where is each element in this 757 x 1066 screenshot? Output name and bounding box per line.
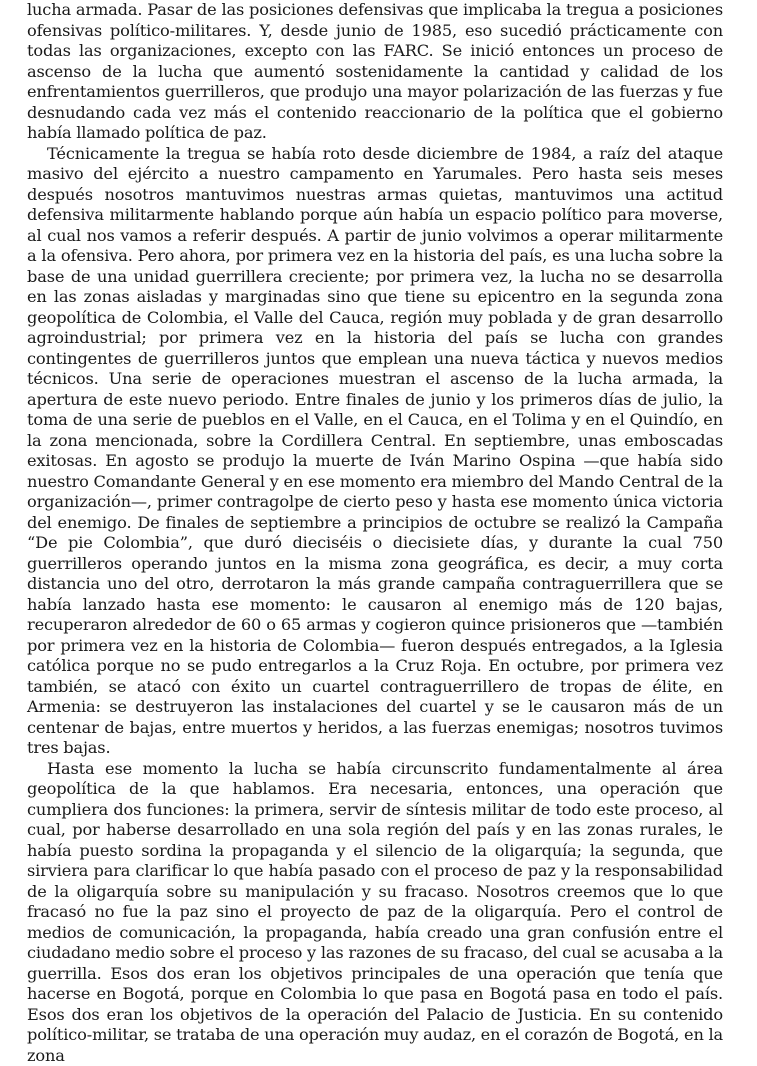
document-page <box>27 0 723 1066</box>
paragraph-armed-struggle-intro: lucha armada. Pasar de las posiciones defensivas que implicaba la tregua a posiciones ofensivas político-militares. Y, desde junio de 1985, eso sucedió prácticamente con todas las organizaciones, excepto con las FARC. Se inició entonces un proceso de ascenso de la lucha que aumentó sostenidamente la cantidad y calidad de los enfrentamientos guerrilleros, que produjo una mayor polarización de las fuerzas y fue desnudando cada vez más el contenido reaccionario de la política que el gobierno había llamado política de paz. <box>27 0 723 144</box>
paragraph-palace-of-justice: Hasta ese momento la lucha se había circunscrito fundamentalmente al área geopolítica de la que hablamos. Era necesaria, entonces, una operación que cumpliera dos funciones: la primera, servir de síntesis militar de todo este proceso, al cual, por haberse desarrollado en una sola región del país y en las zonas rurales, le había puesto sordina la propaganda y el silencio de la oligarquía; la segunda, que sirviera para clarificar lo que había pasado con el proceso de paz y la responsabilidad de la oligarquía sobre su manipulación y su fracaso. Nosotros creemos que lo que fracasó no fue la paz sino el proyecto de paz de la oligarquía. Pero el control de medios de comunicación, la propaganda, había creado una gran confusión entre el ciudadano medio sobre el proceso y las razones de su fracaso, del cual se acusaba a la guerrilla. Esos dos eran los objetivos principales de una operación que tenía que hacerse en Bogotá, porque en Colombia lo que pasa en Bogotá pasa en todo el país. Esos dos eran los objetivos de la operación del Palacio de Justicia. En su contenido político-militar, se trataba de una operación muy audaz, en el corazón de Bogotá, en la zona <box>27 759 723 1066</box>
paragraph-truce-broken: Técnicamente la tregua se había roto desde diciembre de 1984, a raíz del ataque masivo del ejército a nuestro campamento en Yarumales. Pero hasta seis meses después nosotros mantuvimos nuestras armas quietas, mantuvimos una actitud defensiva militarmente hablando porque aún había un espacio político para moverse, al cual nos vamos a referir después. A partir de junio volvimos a operar militarmente a la ofensiva. Pero ahora, por primera vez en la historia del país, es una lucha sobre la base de una unidad guerrillera creciente; por primera vez, la lucha no se desarrolla en las zonas aisladas y marginadas sino que tiene su epicentro en la segunda zona geopolítica de Colombia, el Valle del Cauca, región muy poblada y de gran desarrollo agroindustrial; por primera vez en la historia del país se lucha con grandes contingentes de guerrilleros juntos que emplean una nueva táctica y nuevos medios técnicos. Una serie de operaciones muestran el ascenso de la lucha armada, la apertura de este nuevo periodo. Entre finales de junio y los primeros días de julio, la toma de una serie de pueblos en el Valle, en el Cauca, en el Tolima y en el Quindío, en la zona mencionada, sobre la Cordillera Central. En septiembre, unas emboscadas exitosas. En agosto se produjo la muerte de Iván Marino Ospina —que había sido nuestro Comandante General y en ese momento era miembro del Mando Central de la organización—, primer contragolpe de cierto peso y hasta ese momento única victoria del enemigo. De finales de septiembre a principios de octubre se realizó la Campaña “De pie Colombia”, que duró dieciséis o diecisiete días, y durante la cual 750 guerrilleros operando juntos en la misma zona geográfica, es decir, a muy corta distancia uno del otro, derrotaron la más grande campaña contraguerrillera que se había lanzado hasta ese momento: le causaron al enemigo más de 120 bajas, recuperaron alrededor de 60 o 65 armas y cogieron quince prisioneros que —también por primera vez en la historia de Colombia— fueron después entregados, a la Iglesia católica porque no se pudo entregarlos a la Cruz Roja. En octubre, por primera vez también, se atacó con éxito un cuartel contraguerrillero de tropas de élite, en Armenia: se destruyeron las instalaciones del cuartel y se le causaron más de un centenar de bajas, entre muertos y heridos, a las fuerzas enemigas; nosotros tuvimos tres bajas. <box>27 144 723 759</box>
